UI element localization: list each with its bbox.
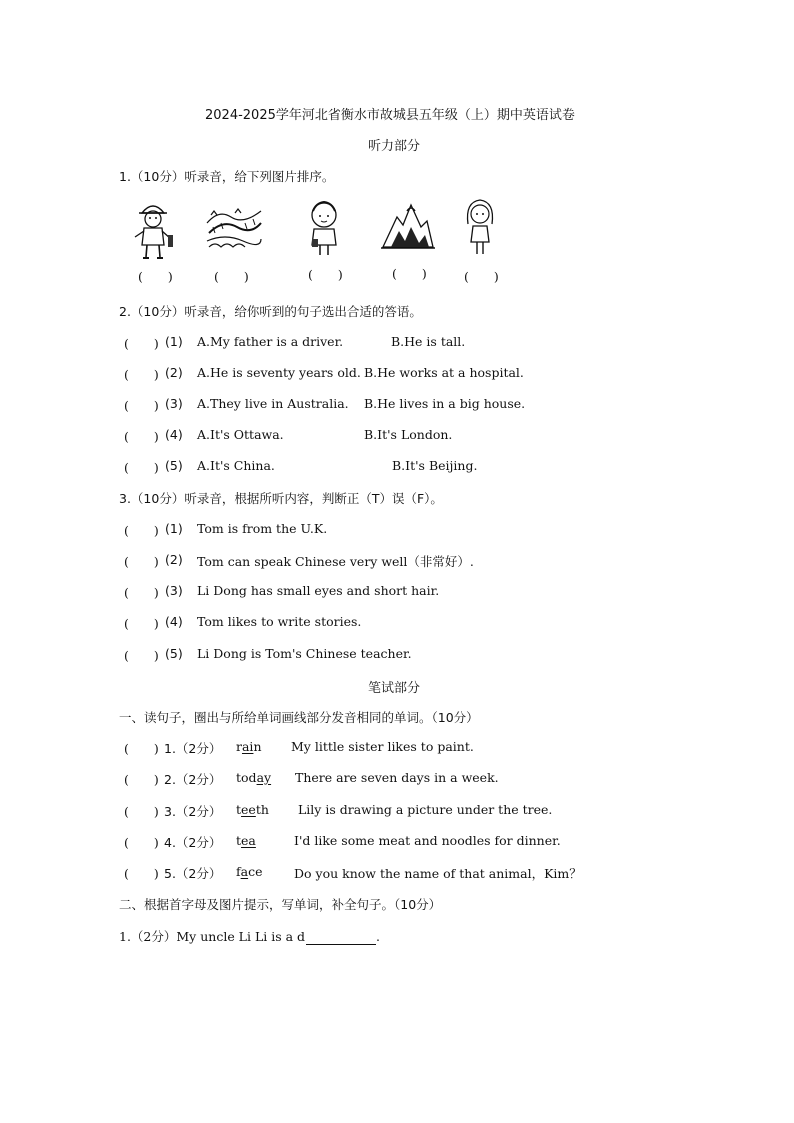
s1-3-sentence: Lily is drawing a picture under the tree.	[298, 802, 553, 817]
q3-2-statement: Tom can speak Chinese very well（非常好）.	[197, 554, 474, 569]
s1-4-word	[236, 833, 256, 848]
great-wall-picture	[205, 203, 263, 253]
q3-2-number: (2)	[165, 552, 183, 567]
worker-picture	[130, 197, 176, 261]
s2-1-sentence	[119, 927, 380, 945]
mountain-picture	[381, 197, 435, 251]
q2-1-answer-paren[interactable]: ( )	[124, 336, 159, 351]
s1-4-sentence: I'd like some meat and noodles for dinner.	[294, 833, 561, 848]
q1-bracket-2[interactable]: ( )	[214, 269, 249, 284]
q3-3-answer-paren[interactable]: ( )	[124, 585, 159, 600]
q3-5-number: (5)	[165, 646, 183, 661]
q3-header: 3.（10分）听录音，根据所听内容，判断正（T）误（F）。	[119, 491, 443, 506]
s1-3-word-pre: t	[236, 802, 242, 817]
s1-3-word-underlined: ee	[241, 802, 256, 817]
q2-5-answer-paren[interactable]: ( )	[124, 460, 159, 475]
s2-1-text: 1.（2分）My uncle Li Li is a d	[119, 929, 306, 944]
q2-3-option-a: A.They live in Australia.	[197, 396, 349, 411]
s2-1-answer-blank[interactable]	[306, 929, 376, 945]
q2-5-option-a: A.It's China.	[197, 458, 275, 473]
writing-heading: 笔试部分	[368, 681, 421, 696]
s1-5-sentence: Do you know the name of that animal，Kim？	[294, 866, 582, 881]
s1-5-word-underlined: a	[240, 864, 249, 879]
q1-header: 1.（10分）听录音，给下列图片排序。	[119, 169, 335, 184]
q2-3-option-b: B.He lives in a big house.	[364, 396, 526, 411]
q2-2-number: (2)	[165, 365, 183, 380]
s1-1-word-post: n	[253, 739, 262, 754]
girl-picture	[463, 196, 497, 256]
s1-1-number: 1.（2分）	[164, 741, 222, 756]
q2-2-answer-paren[interactable]: ( )	[124, 367, 159, 382]
page-title: 2024-2025学年河北省衡水市故城县五年级（上）期中英语试卷	[205, 108, 575, 123]
section1-header: 一、读句子，圈出与所给单词画线部分发音相同的单词。（10分）	[119, 710, 479, 725]
s1-3-number: 3.（2分）	[164, 804, 222, 819]
s1-5-word-post: ce	[248, 864, 263, 879]
s1-5-word	[236, 864, 263, 879]
q1-bracket-3[interactable]: ( )	[308, 267, 343, 282]
q2-4-answer-paren[interactable]: ( )	[124, 429, 159, 444]
s1-2-answer-paren[interactable]: ( )	[124, 772, 159, 787]
q2-5-option-b: B.It's Beijing.	[392, 458, 478, 473]
section2-header: 二、根据首字母及图片提示，写单词，补全句子。（10分）	[119, 897, 442, 912]
s1-5-answer-paren[interactable]: ( )	[124, 866, 159, 881]
q3-1-number: (1)	[165, 521, 183, 536]
s1-5-word-pre: f	[236, 864, 241, 879]
q2-2-option-b: B.He works at a hospital.	[364, 365, 524, 380]
q3-1-answer-paren[interactable]: ( )	[124, 523, 159, 538]
s1-2-word	[236, 770, 271, 785]
q2-3-answer-paren[interactable]: ( )	[124, 398, 159, 413]
s1-2-word-pre: tod	[236, 770, 257, 785]
listening-heading: 听力部分	[368, 139, 421, 154]
s1-1-word-pre: r	[236, 739, 242, 754]
q2-5-number: (5)	[165, 458, 183, 473]
s2-1-period: .	[376, 929, 381, 944]
s1-3-word	[236, 802, 269, 817]
q1-bracket-4[interactable]: ( )	[392, 266, 427, 281]
s1-2-number: 2.（2分）	[164, 772, 222, 787]
grandma-picture	[306, 199, 342, 257]
q3-4-statement: Tom likes to write stories.	[197, 614, 362, 629]
q3-2-answer-paren[interactable]: ( )	[124, 554, 159, 569]
s1-5-number: 5.（2分）	[164, 866, 222, 881]
q2-header: 2.（10分）听录音，给你听到的句子选出合适的答语。	[119, 304, 422, 319]
q1-bracket-1[interactable]: ( )	[138, 269, 173, 284]
q2-1-option-a: A.My father is a driver.	[197, 334, 344, 349]
s1-3-word-post: th	[255, 802, 269, 817]
q1-bracket-5[interactable]: ( )	[464, 269, 499, 284]
s1-4-word-underlined: ea	[241, 833, 256, 848]
q2-1-option-b: B.He is tall.	[391, 334, 466, 349]
q3-5-statement: Li Dong is Tom's Chinese teacher.	[197, 646, 412, 661]
s1-2-word-underlined: ay	[256, 770, 272, 785]
q2-4-option-a: A.It's Ottawa.	[197, 427, 284, 442]
s1-4-number: 4.（2分）	[164, 835, 222, 850]
q3-3-number: (3)	[165, 583, 183, 598]
q3-1-statement: Tom is from the U.K.	[197, 521, 328, 536]
q3-4-answer-paren[interactable]: ( )	[124, 616, 159, 631]
q2-1-number: (1)	[165, 334, 183, 349]
s1-4-answer-paren[interactable]: ( )	[124, 835, 159, 850]
q2-4-option-b: B.It's London.	[364, 427, 453, 442]
s1-1-answer-paren[interactable]: ( )	[124, 741, 159, 756]
q2-3-number: (3)	[165, 396, 183, 411]
s1-1-word-underlined: ai	[241, 739, 254, 754]
q3-3-statement: Li Dong has small eyes and short hair.	[197, 583, 440, 598]
q2-2-option-a: A.He is seventy years old.	[197, 365, 361, 380]
q2-4-number: (4)	[165, 427, 183, 442]
q3-5-answer-paren[interactable]: ( )	[124, 648, 159, 663]
q3-4-number: (4)	[165, 614, 183, 629]
s1-1-word	[236, 739, 262, 754]
s1-4-word-pre: t	[236, 833, 242, 848]
s1-2-sentence: There are seven days in a week.	[295, 770, 499, 785]
s1-3-answer-paren[interactable]: ( )	[124, 804, 159, 819]
s1-1-sentence: My little sister likes to paint.	[291, 739, 474, 754]
